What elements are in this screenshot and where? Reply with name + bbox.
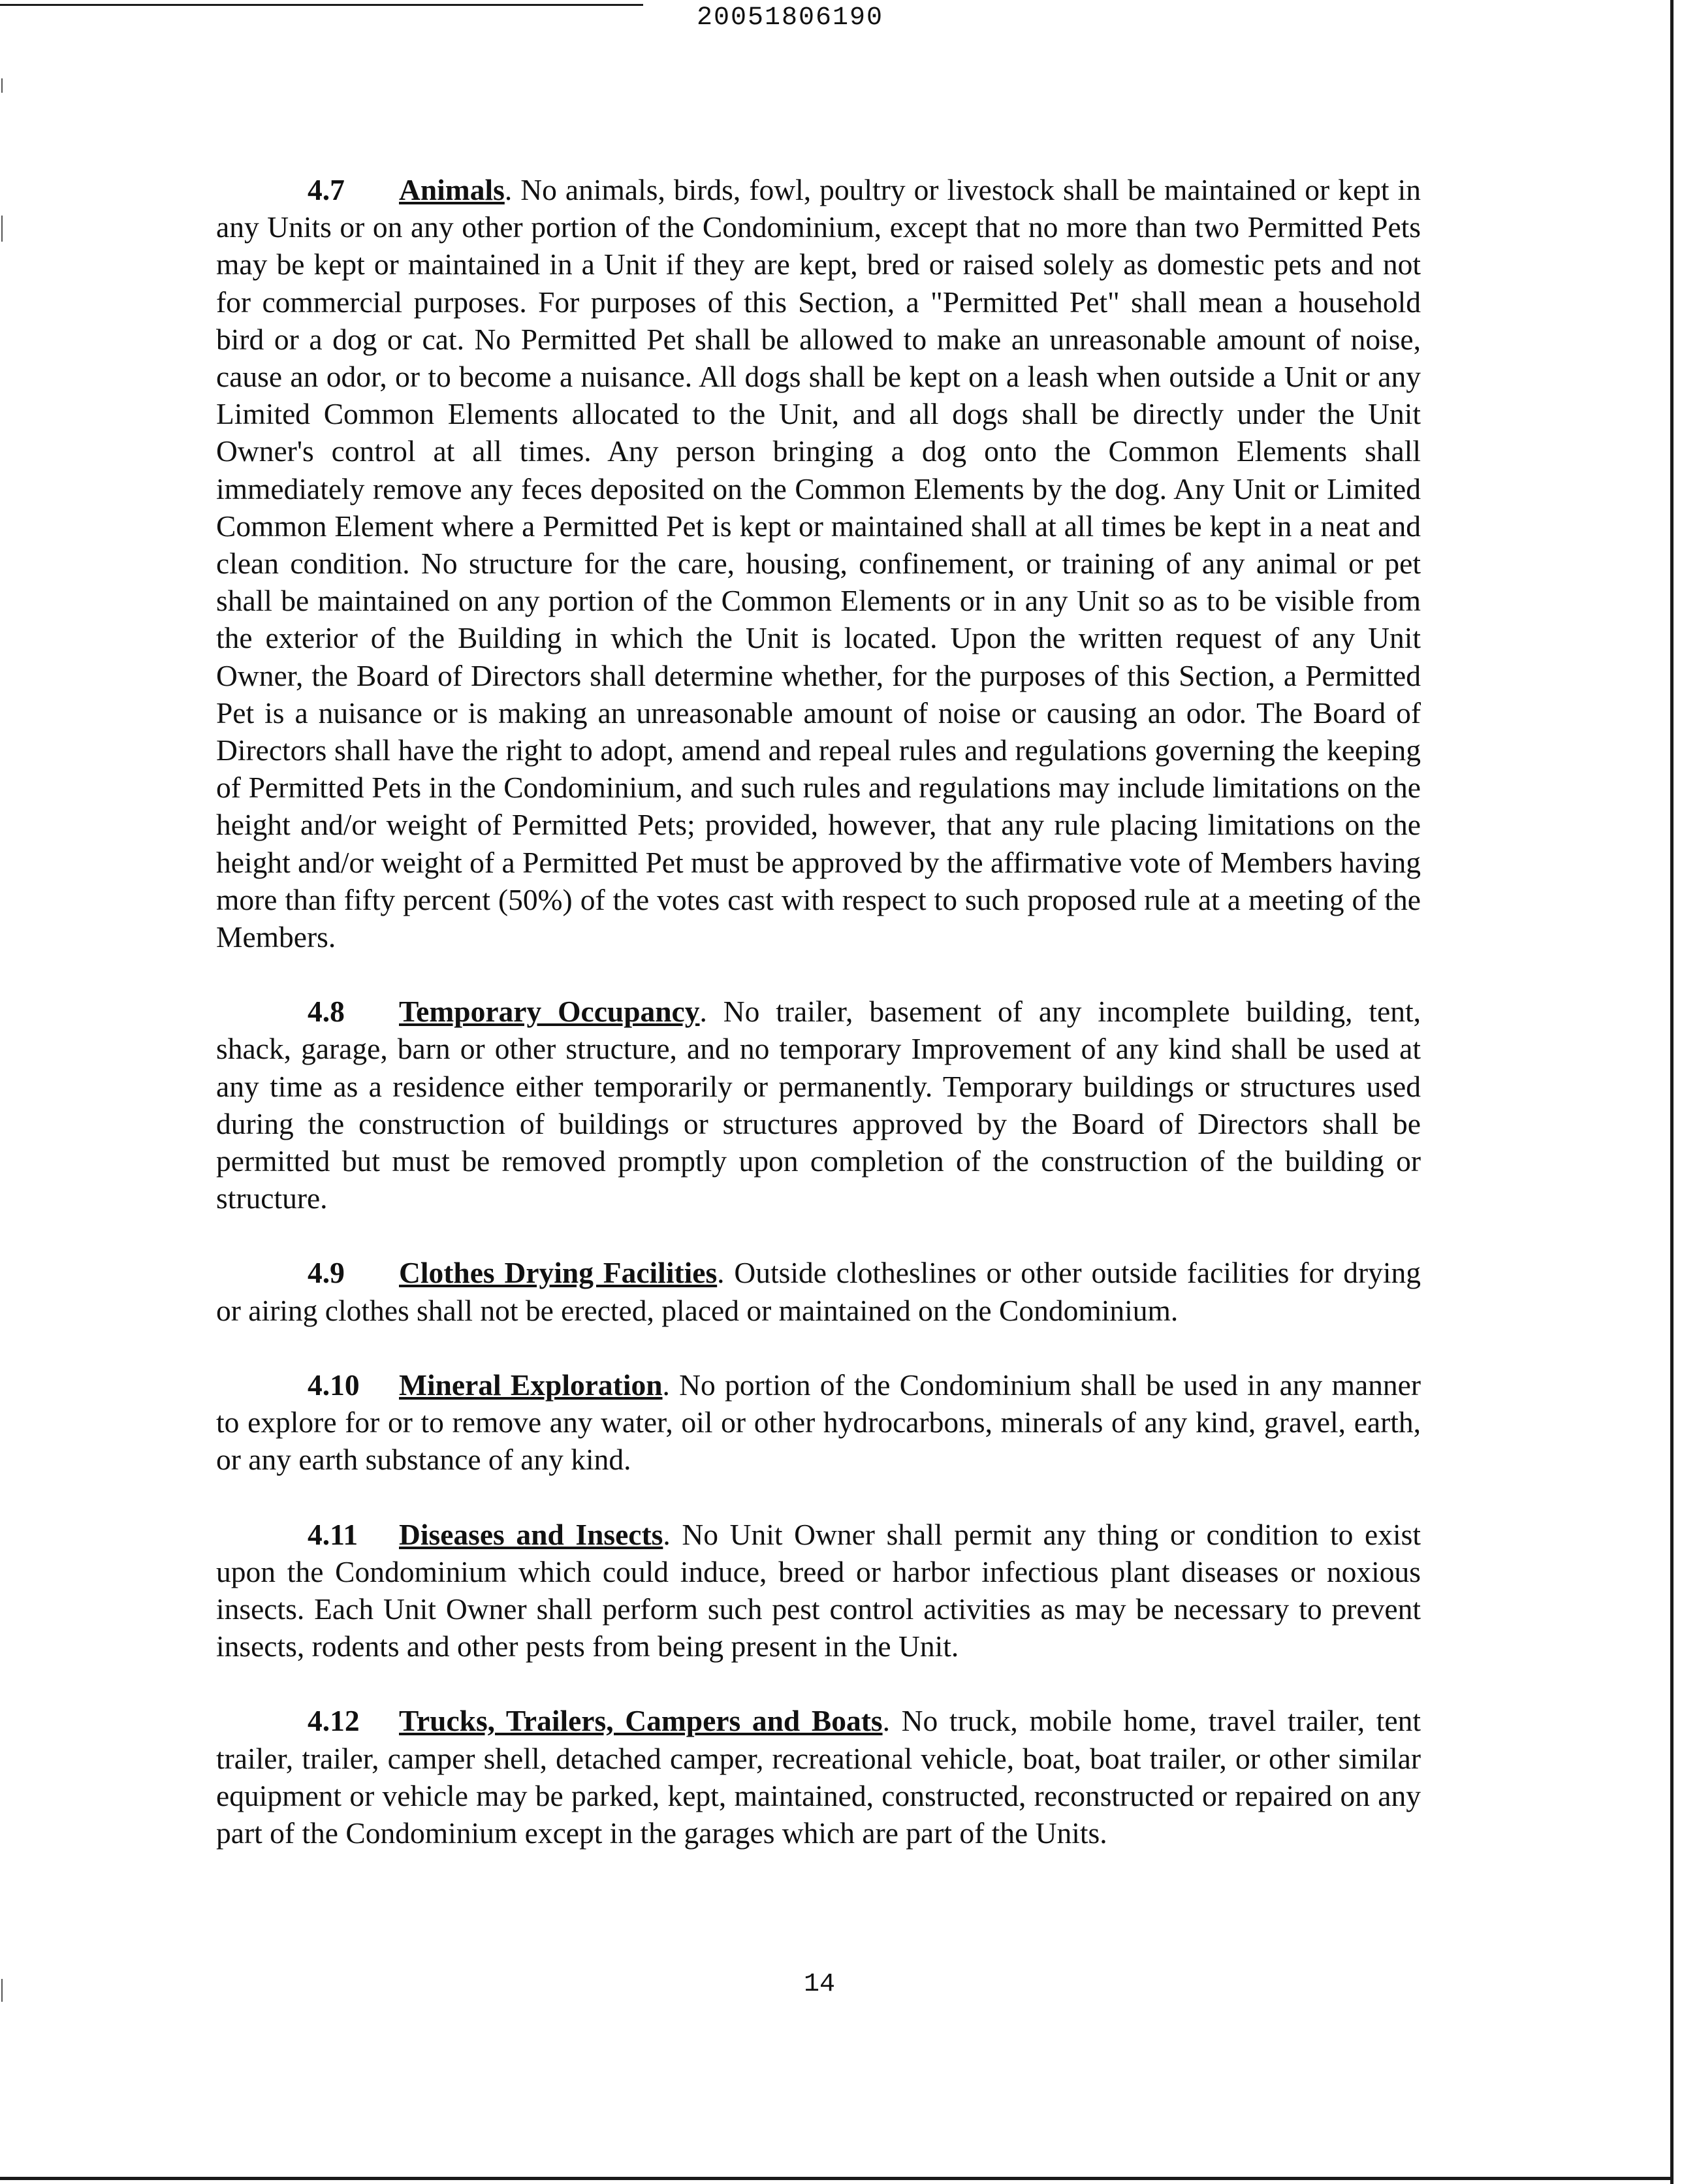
section-title: Trucks, Trailers, Campers and Boats: [399, 1704, 883, 1738]
section-text: . No trailer, basement of any incomplete building, tent, shack, garage, barn or other structure, and no temporary Improvement of any kind shall be used at any time as a residence either temporarily or permanently. Temporary buildings or structures used during the construction of buildings or structures approved by the Board of Directors shall be permitted but must be removed promptly upon completion of the construction of the building or structure.: [216, 995, 1421, 1215]
section-text: . No animals, birds, fowl, poultry or livestock shall be maintained or kept in any Units or on any other portion of the Condominium, except that no more than two Permitted Pets may be kept or maintained in a Unit if they are kept, bred or raised solely as domestic pets and not for commercial purposes. For purposes of this Section, a "Permitted Pet" shall mean a household bird or a dog or cat. No Permitted Pet shall be allowed to make an unreasonable amount of noise, cause an odor, or to become a nuisance. All dogs shall be kept on a leash when outside a Unit or any Limited Common Elements allocated to the Unit, and all dogs shall be directly under the Unit Owner's control at all times. Any person bringing a dog onto the Common Elements shall immediately remove any feces deposited on the Common Elements by the dog. Any Unit or Limited Common Element where a Permitted Pet is kept or maintained shall at all times be kept in a neat and clean condition. No structure for the care, housing, confinement, or training of any animal or pet shall be maintained on any portion of the Common Elements or in any Unit so as to be visible from the exterior of the Building in which the Unit is located. Upon the written request of any Unit Owner, the Board of Directors shall determine whether, for the purposes of this Section, a Permitted Pet is a nuisance or is making an unreasonable amount of noise or causing an odor. The Board of Directors shall have the right to adopt, amend and repeal rules and regulations governing the keeping of Permitted Pets in the Condominium, and such rules and regulations may include limitations on the height and/or weight of Permitted Pets; provided, however, that any rule placing limitations on the height and/or weight of a Permitted Pet must be approved by the affirmative vote of Members having more than fifty percent (50%) of the votes cast with respect to such proposed rule at a meeting of the Members.: [216, 173, 1421, 954]
section-text: . No truck, mobile home, travel trailer, tent trailer, trailer, camper shell, detached camper, recreational vehicle, boat, boat trailer, or other similar equipment or vehicle may be parked, kept, maintained, constructed, reconstructed or repaired on any part of the Condominium except in the garages which are part of the Units.: [216, 1704, 1421, 1850]
section-number: 4.8: [308, 995, 345, 1029]
section-text: . No portion of the Condominium shall be used in any manner to explore for or to remove any water, oil or other hydrocarbons, minerals of any kind, gravel, earth, or any earth substance of any kind.: [216, 1368, 1421, 1477]
section-text: . No Unit Owner shall permit any thing or condition to exist upon the Condominium which could induce, breed or harbor infectious plant diseases or noxious insects. Each Unit Owner shall perform such pest control activities as may be necessary to prevent insects, rodents and other pests from being present in the Unit.: [216, 1517, 1421, 1663]
section-number: 4.9: [308, 1256, 345, 1290]
section-4-11: [216, 1516, 1421, 1665]
section-title: Mineral Exploration: [399, 1368, 663, 1402]
section-number: 4.10: [308, 1368, 360, 1402]
section-number: 4.12: [308, 1704, 360, 1738]
scan-edge-mark: [1, 78, 3, 93]
scan-bottom-border: [0, 2177, 1674, 2180]
section-4-12: [216, 1702, 1421, 1852]
section-4-8: [216, 993, 1421, 1217]
section-4-10: [216, 1366, 1421, 1479]
scan-right-border: [1670, 0, 1674, 2184]
scan-edge-mark: [1, 216, 3, 242]
section-4-9: [216, 1254, 1421, 1328]
section-4-7: [216, 171, 1421, 956]
section-title: Animals: [399, 173, 505, 206]
document-body: [216, 171, 1421, 1889]
section-title: Diseases and Insects: [399, 1517, 663, 1551]
section-title: Clothes Drying Facilities: [399, 1256, 718, 1290]
page-number: 14: [803, 1970, 835, 1999]
section-title: Temporary Occupancy: [399, 995, 700, 1029]
document-number: 20051806190: [696, 3, 884, 33]
section-number: 4.7: [308, 173, 345, 206]
section-number: 4.11: [308, 1517, 358, 1551]
section-text: . Outside clotheslines or other outside facilities for drying or airing clothes shall not be erected, placed or maintained on the Condominium.: [216, 1256, 1421, 1327]
